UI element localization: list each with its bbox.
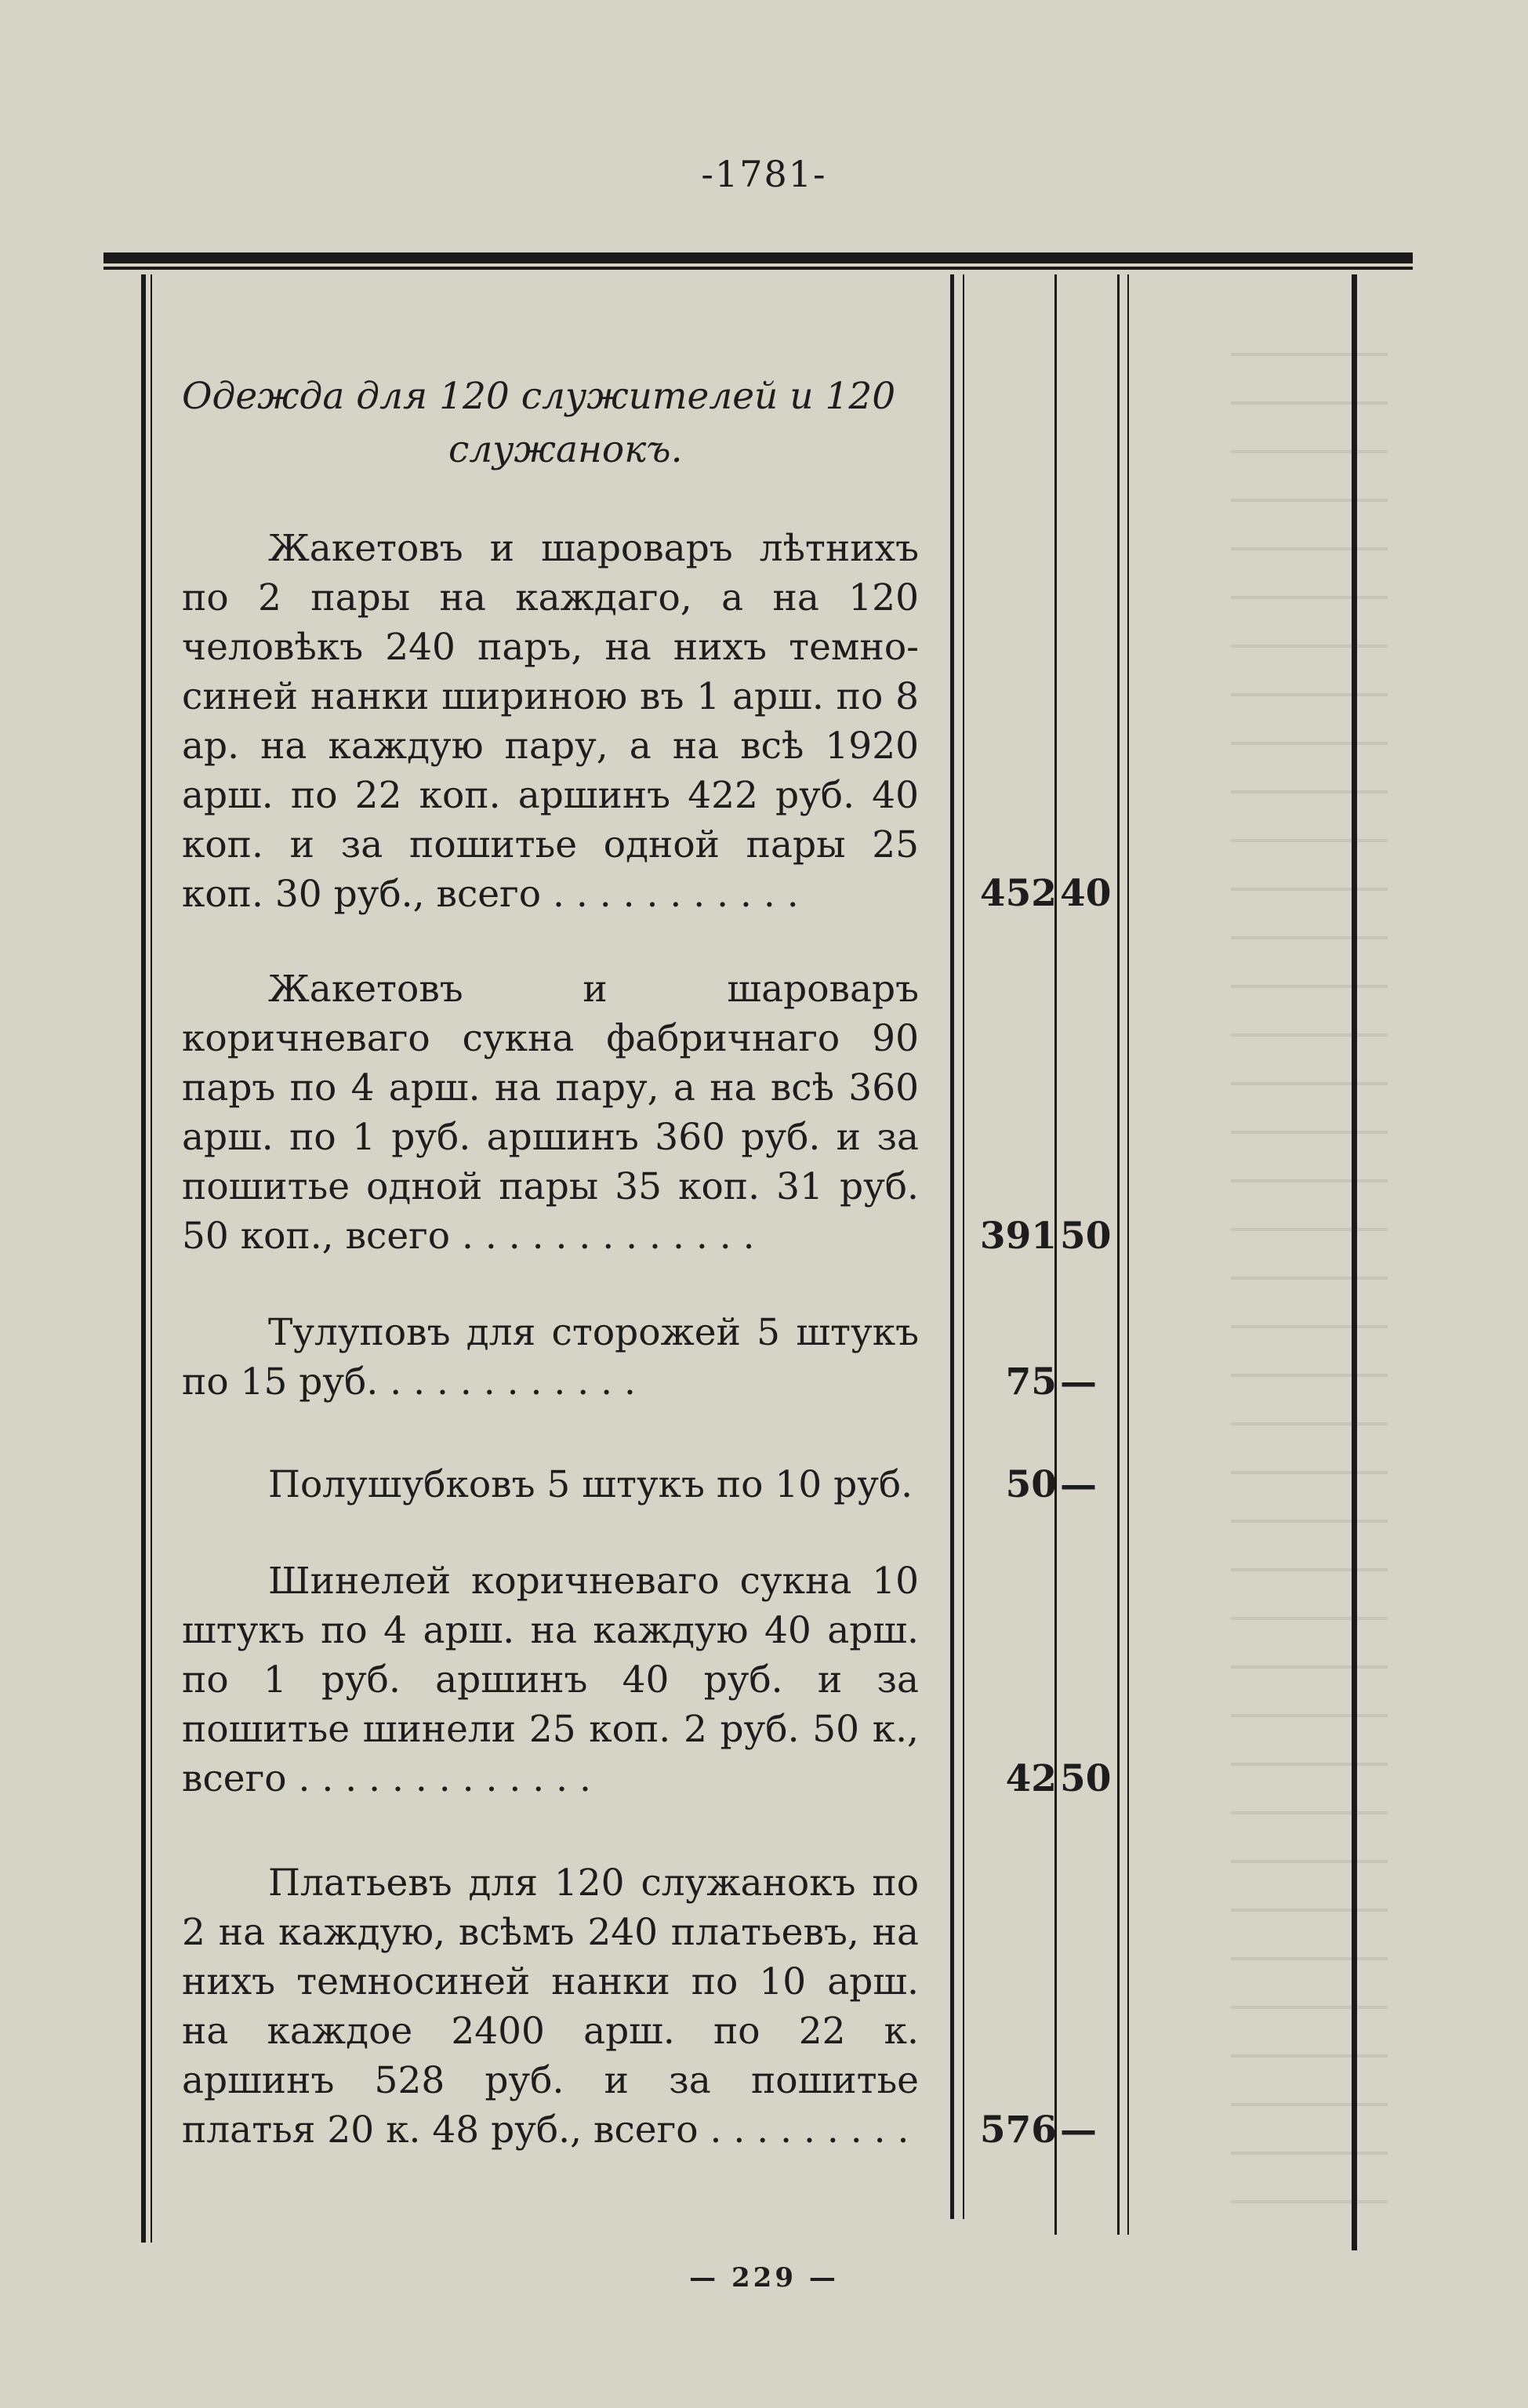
page-header-number: -1781- [701, 153, 827, 195]
page-footer-number: — 229 — [689, 2262, 839, 2294]
amount-column-left-border [950, 274, 954, 2219]
entry-brown-cloth-jackets [182, 964, 919, 1261]
entry-kop-amount: 40 [1060, 872, 1112, 915]
entry-kop-amount: 50 [1060, 1757, 1112, 1800]
top-rule [103, 252, 1413, 263]
entry-text: Платьевъ для 120 служанокъ по 2 на каждую, всѣмъ 240 платьевъ, на нихъ темносиней нанки по 10 арш. на каждое 2400 арш. по 22 к. аршинъ 528 руб. и за пошитье платья 20 к. 48 руб., всего . . . . . . . . . [182, 1861, 919, 2152]
entry-text: Полушубковъ 5 штукъ по 10 руб. [268, 1463, 913, 1506]
entry-rub-amount: 50 [1005, 1463, 1057, 1506]
left-border [141, 274, 146, 2243]
entry-half-coats [182, 1460, 919, 1509]
left-border-thin [151, 274, 152, 2243]
entry-rub-amount: 452 [979, 872, 1057, 915]
section-title-line2: служанокъ. [448, 428, 683, 471]
amount-column-left-border-thin [963, 274, 964, 2219]
entry-rub-amount: 391 [979, 1215, 1057, 1258]
entry-kop-amount: 50 [1060, 1215, 1112, 1258]
entry-text: Тулуповъ для сторожей 5 штукъ по 15 руб. . . . . . . . . . . . [182, 1311, 919, 1404]
kop-column-right-border-thin [1127, 274, 1129, 2235]
entry-kop-amount: — [1060, 1360, 1097, 1404]
section-title [182, 370, 935, 477]
entry-text: Жакетовъ и шароваръ коричневаго сукна фабричнаго 90 паръ по 4 арш. на пару, а на всѣ 360 арш. по 1 руб. аршинъ 360 руб. и за пошитье одной пары 35 коп. 31 руб. 50 коп., всего . . . . . . . . . . . . . [182, 968, 919, 1258]
entry-kop-amount: — [1060, 1463, 1097, 1506]
entry-text: Шинелей коричневаго сукна 10 штукъ по 4 арш. на каждую 40 арш. по 1 руб. аршинъ 40 руб. и за пошитье шинели 25 коп. 2 руб. 50 к., всего . . . . . . . . . . . . . [182, 1560, 919, 1800]
entry-text: Жакетовъ и шароваръ лѣтнихъ по 2 пары на каждаго, а на 120 человѣкъ 240 паръ, на нихъ темно-синей нанки шириною въ 1 арш. по 8 ар. на каждую пару, а на всѣ 1920 арш. по 22 коп. аршинъ 422 руб. 40 коп. и за пошитье одной пары 25 коп. 30 руб., всего . . . . . . . . . . . [182, 527, 919, 916]
entry-kop-amount: — [1060, 2108, 1097, 2152]
entry-sheepskin-coats [182, 1308, 919, 1407]
bleed-through-texture [1231, 353, 1388, 2235]
entry-rub-amount: 576 [979, 2108, 1057, 2152]
entry-greatcoats [182, 1556, 919, 1803]
entry-rub-amount: 42 [1005, 1757, 1057, 1800]
kop-column-right-border [1117, 274, 1120, 2235]
entry-summer-jackets [182, 524, 919, 919]
right-border [1352, 274, 1357, 2250]
entry-rub-amount: 75 [1005, 1360, 1057, 1404]
entry-maids-dresses [182, 1858, 919, 2155]
section-title-line1: Одежда для 120 служителей и 120 [182, 375, 896, 418]
top-rule-thin [103, 267, 1413, 270]
